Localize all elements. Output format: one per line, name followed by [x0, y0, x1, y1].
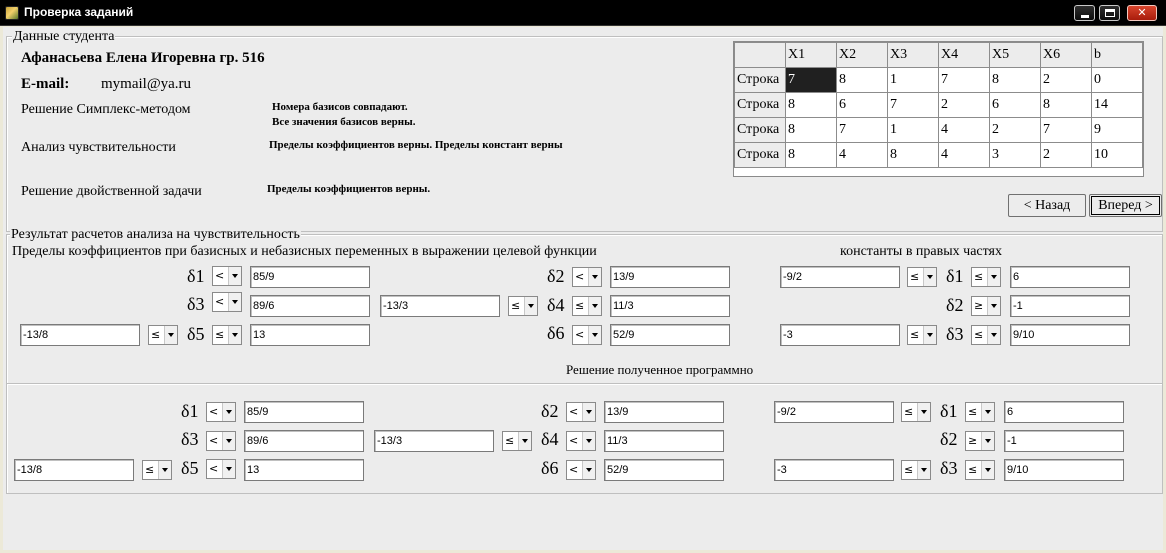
- prog-c2-upper-input[interactable]: -1: [1004, 430, 1124, 452]
- chevron-down-icon: [222, 403, 235, 421]
- user-c1-op-low: ≤: [910, 270, 920, 283]
- user-c1-label: δ1: [946, 266, 964, 286]
- user-c1-lower-input[interactable]: -9/2: [780, 266, 900, 288]
- sensitivity-label: Анализ чувствительности: [21, 140, 176, 155]
- grid-cell[interactable]: 9: [1092, 118, 1143, 143]
- maximize-icon: [1105, 9, 1115, 17]
- grid-header-x3: X3: [888, 43, 939, 68]
- user-d3-upper-input[interactable]: 89/6: [250, 295, 370, 317]
- user-d5-op: ≤: [215, 328, 225, 341]
- minimize-button[interactable]: [1074, 5, 1095, 21]
- student-name: Афанасьева Елена Игоревна гр. 516: [21, 50, 265, 66]
- grid-cell[interactable]: 14: [1092, 93, 1143, 118]
- prog-d2-label: δ2: [541, 401, 559, 421]
- chevron-down-icon: [981, 403, 994, 421]
- grid-cell[interactable]: 7: [939, 68, 990, 93]
- prog-d6-label: δ6: [541, 458, 559, 478]
- email-value: mymail@ya.ru: [101, 76, 192, 92]
- grid-row: [735, 68, 1143, 93]
- chevron-down-icon: [228, 293, 241, 311]
- grid-cell[interactable]: 1: [888, 68, 939, 93]
- chevron-down-icon: [518, 432, 531, 450]
- maximize-button[interactable]: [1099, 5, 1120, 21]
- grid-cell[interactable]: 4: [837, 143, 888, 168]
- chevron-down-icon: [222, 432, 235, 450]
- grid-row-header[interactable]: Строка: [735, 143, 786, 168]
- grid-row-header[interactable]: Строка: [735, 118, 786, 143]
- chevron-down-icon: [588, 268, 601, 286]
- chevron-down-icon: [228, 326, 241, 344]
- prog-c3-label: δ3: [940, 458, 958, 478]
- prog-d4-op: <: [569, 434, 579, 447]
- prog-d6-op-combo[interactable]: [566, 460, 596, 480]
- chevron-down-icon: [981, 461, 994, 479]
- grid-header-x6: X6: [1041, 43, 1092, 68]
- chevron-down-icon: [582, 403, 595, 421]
- user-c3-op: ≤: [974, 328, 984, 341]
- prog-d6-op: <: [569, 463, 579, 476]
- prog-d5-oplow-combo[interactable]: [142, 460, 172, 480]
- grid-cell[interactable]: 8: [837, 68, 888, 93]
- user-c1-oplow-combo[interactable]: [907, 267, 937, 287]
- grid-header-x4: X4: [939, 43, 990, 68]
- matrix-grid[interactable]: [733, 41, 1144, 177]
- user-d1-upper-input[interactable]: 85/9: [250, 266, 370, 288]
- prog-d4-lower-input[interactable]: -13/3: [374, 430, 494, 452]
- prog-d2-op-combo[interactable]: [566, 402, 596, 422]
- user-d6-label: δ6: [547, 323, 565, 343]
- grid-cell[interactable]: 8: [888, 143, 939, 168]
- grid-cell[interactable]: 2: [1041, 68, 1092, 93]
- user-d5-op-combo[interactable]: [212, 325, 242, 345]
- chevron-down-icon: [158, 461, 171, 479]
- chevron-down-icon: [524, 297, 537, 315]
- user-c2-op: ≥: [974, 299, 984, 312]
- prog-d5-op: <: [209, 462, 219, 475]
- grid-header-row: [735, 43, 1143, 68]
- user-d4-label: δ4: [547, 295, 565, 315]
- user-d2-op-combo[interactable]: [572, 267, 602, 287]
- prog-c1-upper-input[interactable]: 6: [1004, 401, 1124, 423]
- grid-cell[interactable]: 6: [837, 93, 888, 118]
- user-c3-oplow-combo[interactable]: [907, 325, 937, 345]
- grid-cell[interactable]: 4: [939, 143, 990, 168]
- user-d6-op: <: [575, 328, 585, 341]
- grid-corner: [735, 43, 786, 68]
- window-client-area: [3, 27, 1163, 550]
- prog-c1-op-low: ≤: [904, 405, 914, 418]
- user-d4-upper-input[interactable]: 11/3: [610, 295, 730, 317]
- prog-d6-upper-input[interactable]: 52/9: [604, 459, 724, 481]
- grid-cell[interactable]: 7: [888, 93, 939, 118]
- prog-c3-op-low: ≤: [904, 463, 914, 476]
- user-c1-op: ≤: [974, 270, 984, 283]
- grid-header-b: b: [1092, 43, 1143, 68]
- chevron-down-icon: [588, 297, 601, 315]
- chevron-down-icon: [981, 432, 994, 450]
- grid-cell[interactable]: 6: [990, 93, 1041, 118]
- coef-header: Пределы коэффициентов при базисных и небазисных переменных в выражении целевой функции: [12, 244, 597, 259]
- chevron-down-icon: [222, 460, 235, 478]
- app-icon: [5, 6, 19, 20]
- user-d5-op-low: ≤: [151, 328, 161, 341]
- user-d6-upper-input[interactable]: 52/9: [610, 324, 730, 346]
- grid-row: [735, 93, 1143, 118]
- prog-c2-label: δ2: [940, 429, 958, 449]
- prog-d5-op-combo[interactable]: [206, 459, 236, 479]
- close-icon: ✕: [1137, 6, 1147, 19]
- grid-cell[interactable]: 2: [939, 93, 990, 118]
- const-header: константы в правых частях: [840, 244, 1002, 259]
- title-bar[interactable]: [0, 0, 1166, 26]
- user-d4-op-combo[interactable]: [572, 296, 602, 316]
- simplex-result-1: Номера базисов совпадают.: [272, 101, 408, 113]
- prog-c1-op: ≤: [968, 405, 978, 418]
- user-d3-op-combo[interactable]: [212, 292, 242, 312]
- prog-c3-lower-input[interactable]: -3: [774, 459, 894, 481]
- prog-d4-op-combo[interactable]: [566, 431, 596, 451]
- user-d1-label: δ1: [187, 266, 205, 286]
- user-c1-upper-input[interactable]: 6: [1010, 266, 1130, 288]
- prog-c3-op: ≤: [968, 463, 978, 476]
- grid-cell[interactable]: 3: [990, 143, 1041, 168]
- grid-row-header[interactable]: Строка: [735, 93, 786, 118]
- prog-d2-upper-input[interactable]: 13/9: [604, 401, 724, 423]
- prog-c1-oplow-combo[interactable]: [901, 402, 931, 422]
- prog-d3-op: <: [209, 434, 219, 447]
- grid-cell[interactable]: 7: [786, 68, 837, 93]
- user-d5-oplow-combo[interactable]: [148, 325, 178, 345]
- prog-d5-lower-input[interactable]: -13/8: [14, 459, 134, 481]
- grid-cell[interactable]: 1: [888, 118, 939, 143]
- grid-cell[interactable]: 8: [990, 68, 1041, 93]
- chevron-down-icon: [923, 268, 936, 286]
- minimize-icon: [1081, 15, 1089, 18]
- grid-cell[interactable]: 2: [990, 118, 1041, 143]
- prog-c1-lower-input[interactable]: -9/2: [774, 401, 894, 423]
- chevron-down-icon: [923, 326, 936, 344]
- grid-row-header[interactable]: Строка: [735, 68, 786, 93]
- back-button[interactable]: < Назад: [1008, 194, 1086, 217]
- simplex-label: Решение Симплекс-методом: [21, 102, 191, 117]
- grid-cell[interactable]: 0: [1092, 68, 1143, 93]
- prog-d3-label: δ3: [181, 429, 199, 449]
- grid-row: [735, 118, 1143, 143]
- grid-cell[interactable]: 2: [1041, 143, 1092, 168]
- grid-cell[interactable]: 8: [1041, 93, 1092, 118]
- user-c3-op-combo[interactable]: [971, 325, 1001, 345]
- prog-d4-op-low: ≤: [505, 434, 515, 447]
- grid-cell[interactable]: 8: [786, 93, 837, 118]
- user-c2-op-combo[interactable]: [971, 296, 1001, 316]
- prog-d3-upper-input[interactable]: 89/6: [244, 430, 364, 452]
- user-d4-lower-input[interactable]: -13/3: [380, 295, 500, 317]
- prog-d3-op-combo[interactable]: [206, 431, 236, 451]
- chevron-down-icon: [917, 403, 930, 421]
- chevron-down-icon: [582, 432, 595, 450]
- user-d2-upper-input[interactable]: 13/9: [610, 266, 730, 288]
- prog-c1-label: δ1: [940, 401, 958, 421]
- user-d1-op: <: [215, 269, 225, 282]
- grid-row: [735, 143, 1143, 168]
- prog-d1-label: δ1: [181, 401, 199, 421]
- user-d3-op: <: [215, 295, 225, 308]
- user-d4-oplow-combo[interactable]: [508, 296, 538, 316]
- chevron-down-icon: [987, 268, 1000, 286]
- user-d6-op-combo[interactable]: [572, 325, 602, 345]
- prog-d5-label: δ5: [181, 458, 199, 478]
- grid-cell[interactable]: 7: [837, 118, 888, 143]
- chevron-down-icon: [987, 297, 1000, 315]
- sensitivity-result: Пределы коэффициентов верны. Пределы констант верны: [269, 139, 563, 151]
- grid-cell[interactable]: 4: [939, 118, 990, 143]
- prog-c2-op: ≥: [968, 434, 978, 447]
- prog-d5-upper-input[interactable]: 13: [244, 459, 364, 481]
- prog-c3-op-combo[interactable]: [965, 460, 995, 480]
- user-c2-upper-input[interactable]: -1: [1010, 295, 1130, 317]
- user-d1-op-combo[interactable]: [212, 266, 242, 286]
- close-button[interactable]: [1127, 5, 1157, 21]
- user-d2-op: <: [575, 270, 585, 283]
- grid-header-x5: X5: [990, 43, 1041, 68]
- chevron-down-icon: [228, 267, 241, 285]
- user-c2-label: δ2: [946, 295, 964, 315]
- prog-c2-op-combo[interactable]: [965, 431, 995, 451]
- prog-d5-op-low: ≤: [145, 463, 155, 476]
- chevron-down-icon: [917, 461, 930, 479]
- user-d5-upper-input[interactable]: 13: [250, 324, 370, 346]
- forward-button[interactable]: Вперед >: [1089, 194, 1162, 217]
- grid-cell[interactable]: 7: [1041, 118, 1092, 143]
- user-d2-label: δ2: [547, 266, 565, 286]
- user-c1-op-combo[interactable]: [971, 267, 1001, 287]
- prog-d4-oplow-combo[interactable]: [502, 431, 532, 451]
- program-header: Решение полученное программно: [566, 362, 754, 377]
- prog-c3-oplow-combo[interactable]: [901, 460, 931, 480]
- window-title: Проверка заданий: [24, 5, 134, 19]
- chevron-down-icon: [987, 326, 1000, 344]
- grid-header-x2: X2: [837, 43, 888, 68]
- user-d5-lower-input[interactable]: -13/8: [20, 324, 140, 346]
- user-c3-op-low: ≤: [910, 328, 920, 341]
- email-label: E-mail:: [21, 76, 70, 92]
- dual-label: Решение двойственной задачи: [21, 184, 202, 199]
- grid-cell[interactable]: 8: [786, 143, 837, 168]
- prog-d4-label: δ4: [541, 429, 559, 449]
- user-d4-op: ≤: [575, 299, 585, 312]
- chevron-down-icon: [164, 326, 177, 344]
- grid-cell[interactable]: 8: [786, 118, 837, 143]
- student-group-title: Данные студента: [13, 29, 115, 44]
- simplex-result-2: Все значения базисов верны.: [272, 116, 416, 128]
- user-c3-upper-input[interactable]: 9/10: [1010, 324, 1130, 346]
- prog-c3-upper-input[interactable]: 9/10: [1004, 459, 1124, 481]
- user-d3-label: δ3: [187, 294, 205, 314]
- dual-result: Пределы коэффициентов верны.: [267, 183, 431, 195]
- grid-cell[interactable]: 10: [1092, 143, 1143, 168]
- user-d4-op-low: ≤: [511, 299, 521, 312]
- separator: [7, 383, 1162, 385]
- user-d5-label: δ5: [187, 324, 205, 344]
- prog-d1-op-combo[interactable]: [206, 402, 236, 422]
- result-group-title: Результат расчетов анализа на чувствительность: [11, 227, 300, 242]
- prog-d4-upper-input[interactable]: 11/3: [604, 430, 724, 452]
- user-c3-lower-input[interactable]: -3: [780, 324, 900, 346]
- chevron-down-icon: [582, 461, 595, 479]
- prog-d2-op: <: [569, 405, 579, 418]
- chevron-down-icon: [588, 326, 601, 344]
- grid-header-x1: X1: [786, 43, 837, 68]
- user-c3-label: δ3: [946, 324, 964, 344]
- prog-d1-upper-input[interactable]: 85/9: [244, 401, 364, 423]
- prog-c1-op-combo[interactable]: [965, 402, 995, 422]
- prog-d1-op: <: [209, 405, 219, 418]
